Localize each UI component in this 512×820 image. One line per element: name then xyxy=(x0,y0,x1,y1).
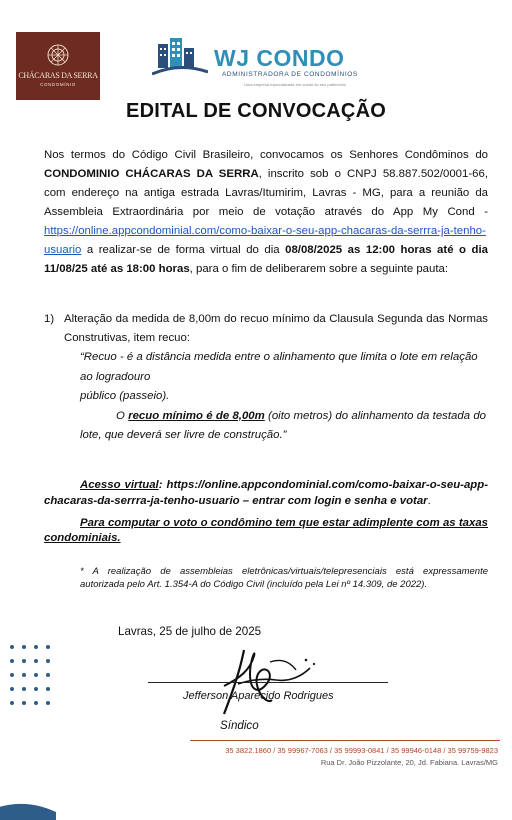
access-label: Acesso virtual xyxy=(80,479,159,491)
condominium-logo xyxy=(16,32,100,100)
quote-line-1: “Recuo - é a distância medida entre o alinhamento que limita o lote em relação ao logradouro xyxy=(80,351,478,383)
emblem-icon xyxy=(47,44,69,66)
footer-address: Rua Dr. João Pizzolante, 20, Jd. Fabiana. Lavras/MG xyxy=(320,758,498,767)
minimum-setback: recuo mínimo é de 8,00m xyxy=(128,409,265,422)
access-text: : https://online.appcondominial.com/como-baixar-o-seu-app-chacaras-da-serrra-ja-tenho-usuario – entrar com login e senha e votar xyxy=(44,479,488,507)
company-logo xyxy=(152,36,358,104)
footer-phones: 35 3822.1860 / 35 99967-7063 / 35 99993-0841 / 35 99946-0148 / 35 99759-9823 xyxy=(225,746,498,755)
virtual-access xyxy=(44,477,488,509)
quote-p2-start: O xyxy=(116,409,129,422)
decorative-corner-shape xyxy=(0,800,56,820)
quote-paragraph-2 xyxy=(80,407,486,446)
agenda-item xyxy=(44,310,488,348)
signer-name: Jefferson Aparecido Rodrigues xyxy=(183,690,334,702)
document-title: EDITAL DE CONVOCAÇÃO xyxy=(126,100,386,122)
quote-line-2: público (passeio). xyxy=(80,390,170,402)
intro-text-4: , para o fim de deliberarem sobre a seguinte pauta: xyxy=(189,263,448,275)
legal-note: * A realização de assembleias eletrônicas/virtuais/telepresenciais está expressamente autorizada pelo Art. 1.354-A do Código Civil (incluído pela Lei nº 14.309, de 2022). xyxy=(80,566,488,590)
intro-paragraph xyxy=(44,146,488,279)
signature-line xyxy=(148,682,388,683)
payment-requirement: Para computar o voto o condômino tem que estar adimplente com as taxas condominiais. xyxy=(44,517,488,544)
quote-p2-end: (oito metros) do alinhamento da testada do lote, que deverá ser livre de construção.” xyxy=(80,409,486,441)
app-link[interactable]: https://online.appcondominial.com/como-baixar-o-seu-app-chacaras-da-serrra-ja-tenho-usuario xyxy=(44,225,486,256)
company-name: WJ CONDO xyxy=(214,45,345,71)
intro-text-3: a realizar-se de forma virtual do dia xyxy=(81,244,286,256)
signer-role: Síndico xyxy=(220,719,259,732)
intro-text-1: Nos termos do Código Civil Brasileiro, convocamos os Senhores Condôminos do xyxy=(44,149,488,161)
handwritten-signature xyxy=(210,640,340,718)
voting-period: 08/08/2025 as 12:00 horas até o dia 11/08/25 até as 18:00 horas xyxy=(44,244,488,275)
footer-divider xyxy=(190,740,500,741)
brand-subtitle: CONDOMÍNIO xyxy=(40,82,76,87)
decorative-dots xyxy=(10,645,50,705)
brand-name: CHÁCARAS DA SERRA xyxy=(18,71,98,80)
company-subtitle: ADMINISTRADORA DE CONDOMÍNIOS xyxy=(222,71,358,78)
intro-text-2: , inscrito sob o CNPJ 58.887.502/0001-66, com endereço na antiga estrada Lavras/Itumirim, Lavras - MG, para a reunião da Assembleia Extraordinária por meio de votação através do App My Cond - xyxy=(44,168,488,218)
clause-quote xyxy=(80,348,486,446)
agenda-item-number: 1) xyxy=(44,313,55,325)
access-end: . xyxy=(427,495,431,507)
condominium-name: CONDOMINIO CHÁCARAS DA SERRA xyxy=(44,168,259,180)
company-tagline: Uma empresa especializada em cuidar do seu patrimônio xyxy=(244,82,347,87)
place-date: Lavras, 25 de julho de 2025 xyxy=(118,625,262,638)
buildings-icon xyxy=(152,36,208,80)
agenda-item-text: Alteração da medida de 8,00m do recuo mínimo da Clausula Segunda das Normas Construtivas, item recuo: xyxy=(64,313,488,344)
